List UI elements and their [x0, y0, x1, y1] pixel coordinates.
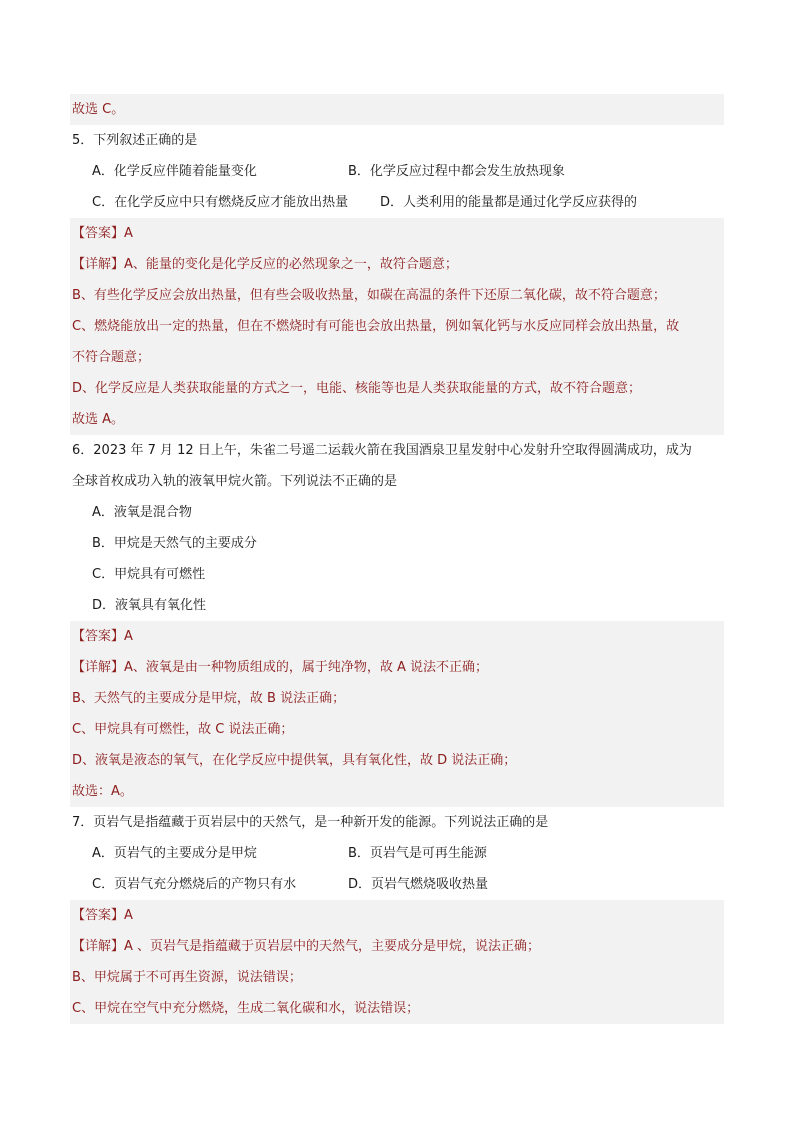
explanation-line: B、天然气的主要成分是甲烷，故 B 说法正确； [70, 683, 724, 714]
option-d: D．页岩气燃烧吸收热量 [348, 877, 489, 892]
answer-label: 【答案】A [70, 218, 724, 249]
option-c: C．甲烷具有可燃性 [92, 567, 206, 582]
explanation-line: B、甲烷属于不可再生资源，说法错误； [70, 962, 724, 993]
option-c: C．页岩气充分燃烧后的产物只有水 [92, 877, 297, 892]
option-b: B．化学反应过程中都会发生放热现象 [348, 164, 565, 179]
explanation-line: 【详解】A 、页岩气是指蕴藏于页岩层中的天然气，主要成分是甲烷，说法正确； [70, 931, 724, 962]
question-7-options-row-1 [70, 838, 724, 869]
option-a: A．页岩气的主要成分是甲烷 [92, 846, 257, 861]
explanation-line: C、甲烷在空气中充分燃烧，生成二氧化碳和水，说法错误； [70, 993, 724, 1024]
explanation-line: 【详解】A、液氧是由一种物质组成的，属于纯净物，故 A 说法不正确； [70, 652, 724, 683]
explanation-line: 【详解】A、能量的变化是化学反应的必然现象之一，故符合题意； [70, 249, 724, 280]
question-6-continued: 全球首枚成功入轨的液氧甲烷火箭。下列说法不正确的是 [72, 474, 398, 489]
question-5-options-row-2 [70, 187, 724, 218]
answer-conclusion: 故选：A。 [70, 776, 724, 807]
option-b: B．甲烷是天然气的主要成分 [92, 536, 257, 551]
answer-conclusion: 故选 A。 [70, 404, 724, 435]
question-5-options-row-1 [70, 156, 724, 187]
explanation-line: B、有些化学反应会放出热量，但有些会吸收热量，如碳在高温的条件下还原二氧化碳，故不符合题意； [70, 280, 724, 311]
question-7: 7．页岩气是指蕴藏于页岩层中的天然气，是一种新开发的能源。下列说法正确的是 [72, 815, 549, 830]
document-page [70, 94, 724, 1024]
answer-conclusion: 故选 C。 [70, 94, 724, 125]
option-d: D．液氧具有氧化性 [92, 598, 207, 613]
explanation-line: D、化学反应是人类获取能量的方式之一，电能、核能等也是人类获取能量的方式，故不符合题意； [70, 373, 724, 404]
explanation-line: D、液氧是液态的氧气，在化学反应中提供氧，具有氧化性，故 D 说法正确； [70, 745, 724, 776]
option-c: C．在化学反应中只有燃烧反应才能放出热量 [92, 195, 349, 210]
option-a: A．液氧是混合物 [92, 505, 192, 520]
question-7-options-row-2 [70, 869, 724, 900]
explanation-line: 不符合题意； [70, 342, 724, 373]
question-5: 5．下列叙述正确的是 [72, 133, 198, 148]
explanation-line: C、甲烷具有可燃性，故 C 说法正确； [70, 714, 724, 745]
answer-label: 【答案】A [70, 900, 724, 931]
option-a: A．化学反应伴随着能量变化 [92, 164, 257, 179]
explanation-line: C、燃烧能放出一定的热量，但在不燃烧时有可能也会放出热量，例如氧化钙与水反应同样会放出热量，故 [70, 311, 724, 342]
option-d: D．人类利用的能量都是通过化学反应获得的 [380, 195, 638, 210]
option-b: B．页岩气是可再生能源 [348, 846, 487, 861]
answer-label: 【答案】A [70, 621, 724, 652]
question-6: 6．2023 年 7 月 12 日上午，朱雀二号遥二运载火箭在我国酒泉卫星发射中心发射升空取得圆满成功，成为 [72, 443, 692, 458]
